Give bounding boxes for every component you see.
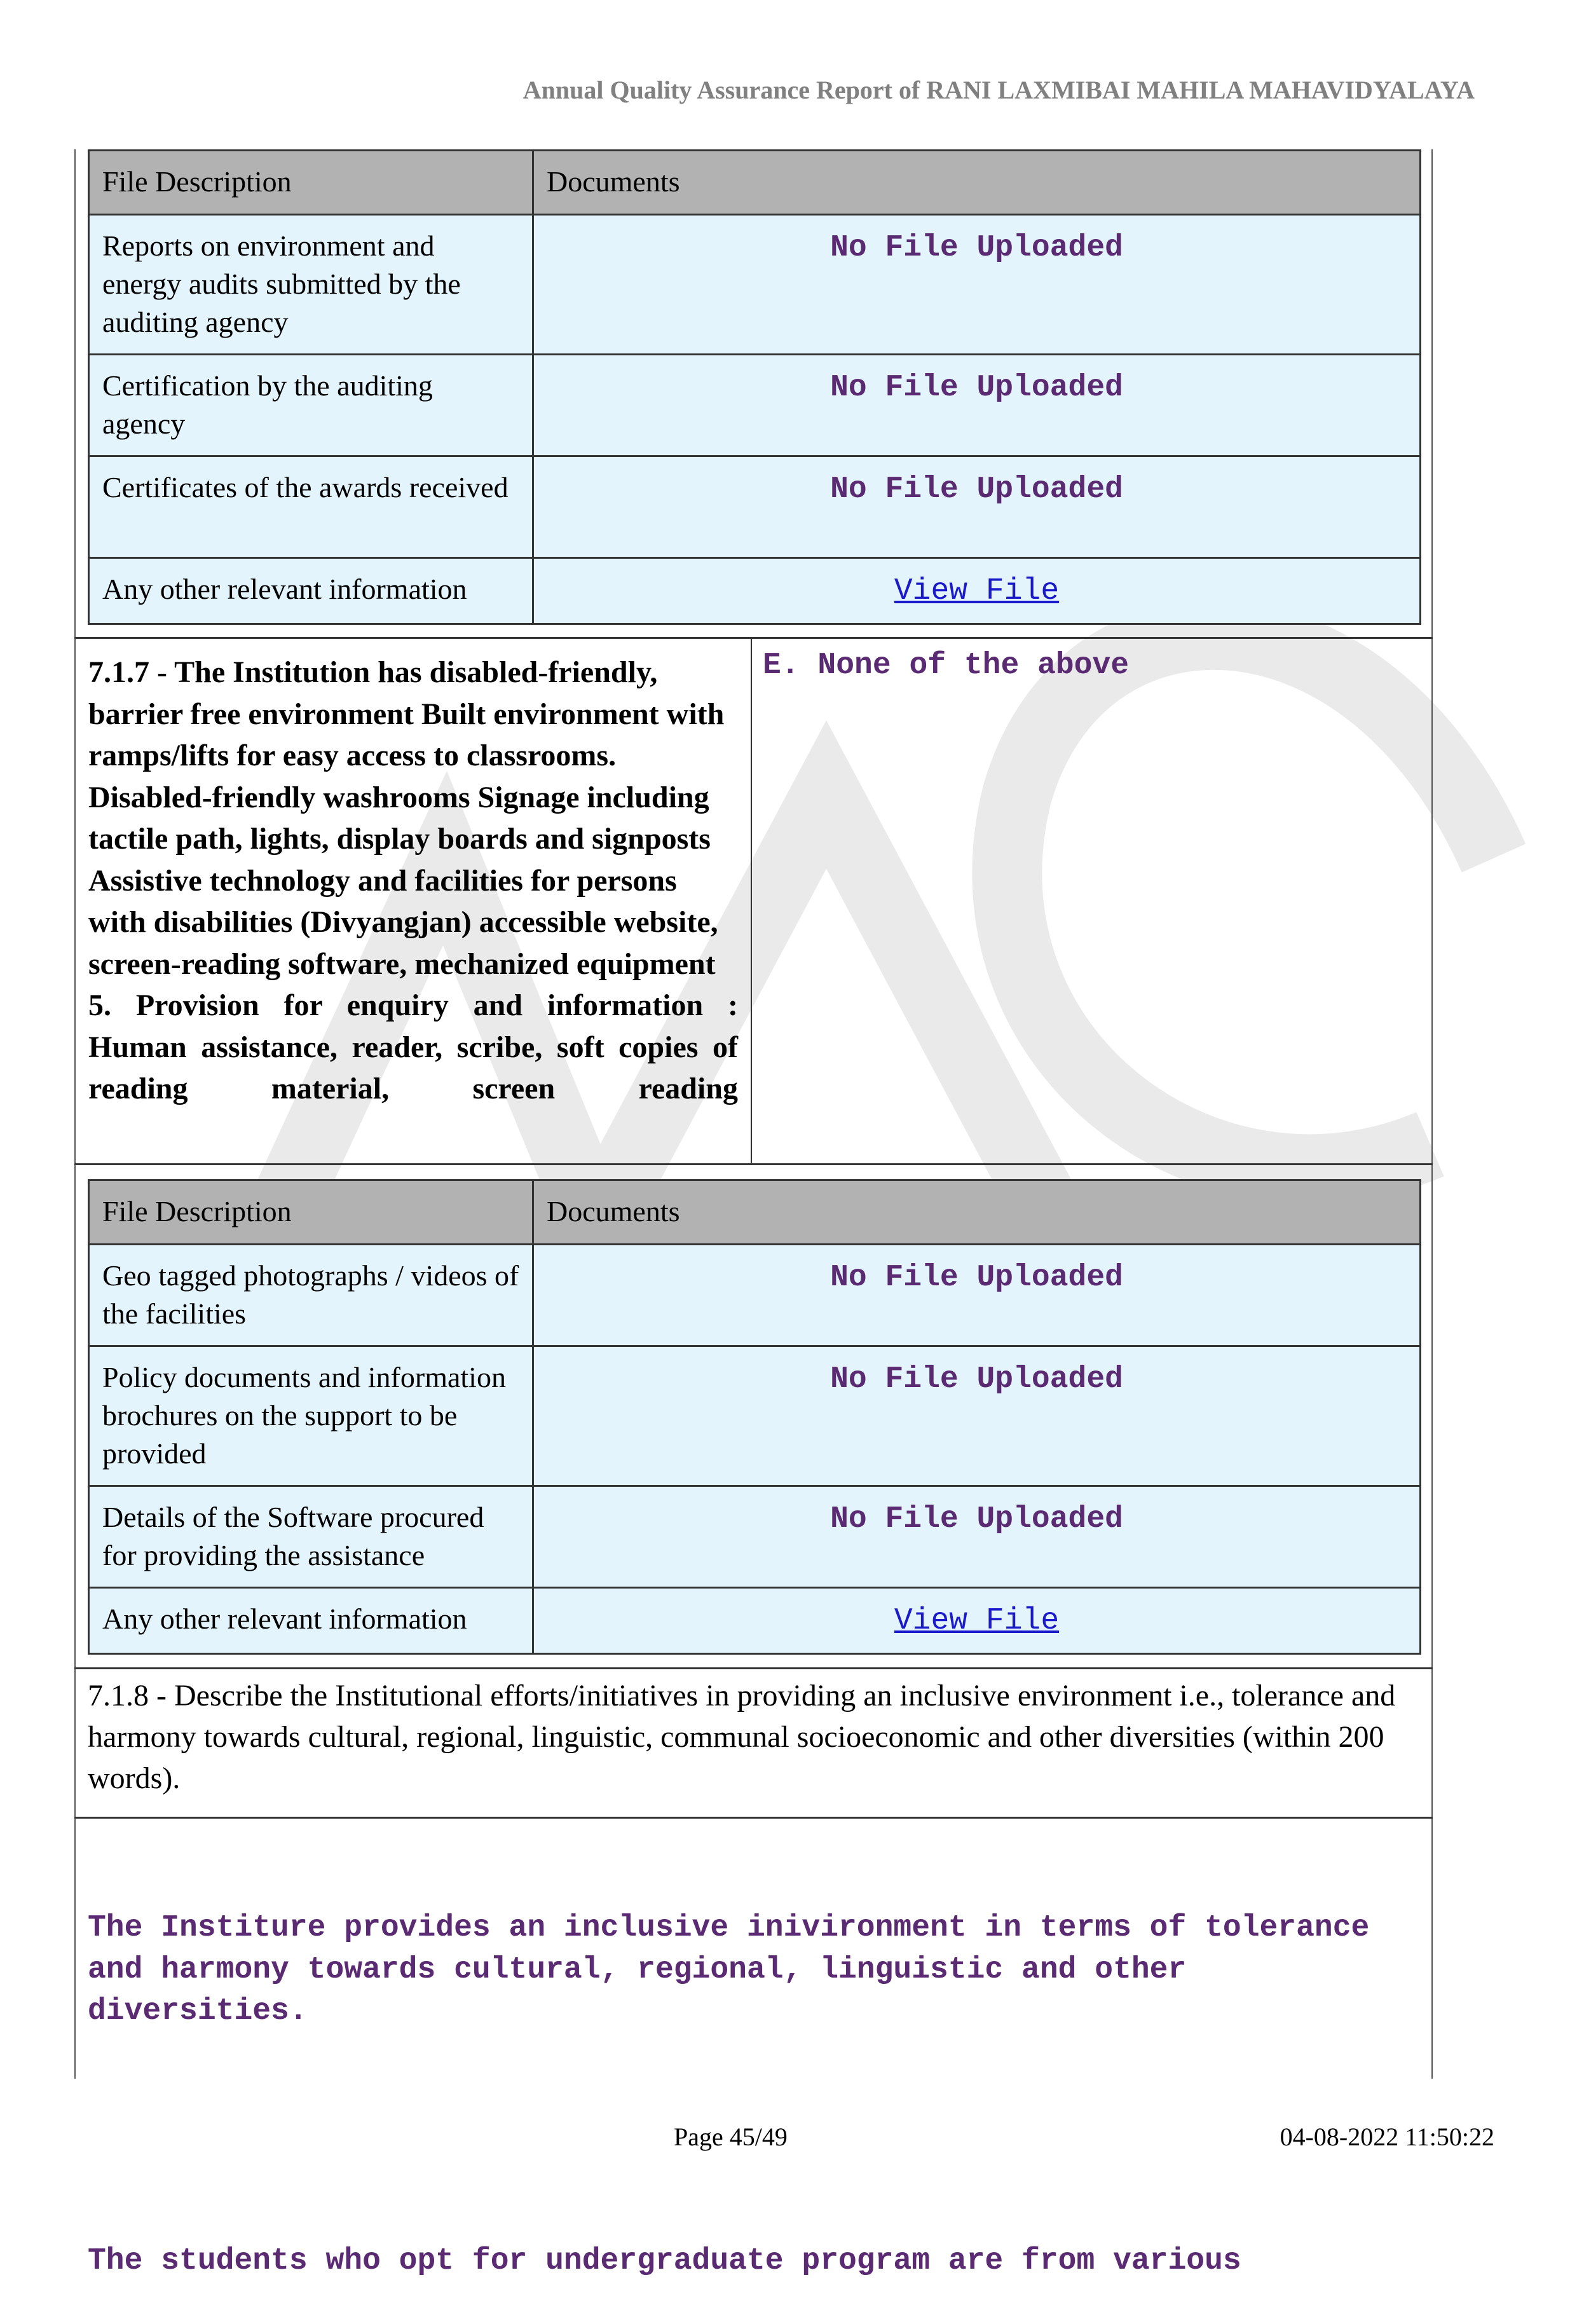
file-description: Any other relevant information xyxy=(89,1588,533,1654)
document-cell xyxy=(533,1245,1421,1346)
column-header-documents: Documents xyxy=(533,151,1421,215)
document-cell xyxy=(533,456,1421,558)
section-divider xyxy=(74,1667,1433,1669)
table-row xyxy=(89,1245,1421,1346)
table-row xyxy=(89,558,1421,624)
answer-7-1-7: E. None of the above xyxy=(763,648,1130,683)
no-file-uploaded-text: No File Uploaded xyxy=(830,472,1123,507)
table-row xyxy=(89,1588,1421,1654)
file-table-2 xyxy=(88,1179,1421,1655)
file-description: Policy documents and information brochures on the support to be provided xyxy=(89,1346,533,1486)
view-file-link[interactable]: View File xyxy=(894,1604,1060,1638)
question-7-1-7-text: 7.1.7 - The Institution has disabled-friendly, barrier free environment Built environment with ramps/lifts for easy access to classrooms. Disabled-friendly washrooms Signage including tactile path, lights, display boards and signposts Assistive technology and facilities for persons with disabilities (Divyangjan) accessible website, screen-reading software, mechanized equipment xyxy=(88,655,725,981)
frame-right-border xyxy=(1431,149,1433,2079)
table-header-row xyxy=(89,151,1421,215)
column-header-file-description: File Description xyxy=(89,151,533,215)
question-7-1-7 xyxy=(74,639,752,1163)
no-file-uploaded-text: No File Uploaded xyxy=(830,371,1123,405)
column-header-file-description: File Description xyxy=(89,1180,533,1245)
document-cell xyxy=(533,355,1421,456)
table-row xyxy=(89,1346,1421,1486)
view-file-link[interactable]: View File xyxy=(894,574,1060,608)
report-header xyxy=(445,75,1475,105)
answer-paragraph: The Institure provides an inclusive inivironment in terms of tolerance and harmony towards cultural, regional, linguistic and other diversities. xyxy=(88,1911,1388,2028)
file-description: Any other relevant information xyxy=(89,558,533,624)
no-file-uploaded-text: No File Uploaded xyxy=(830,1502,1123,1536)
table-row xyxy=(89,1486,1421,1588)
document-cell xyxy=(533,215,1421,355)
table-header-row xyxy=(89,1180,1421,1245)
file-table-1 xyxy=(88,149,1421,625)
document-cell xyxy=(533,558,1421,624)
table-row xyxy=(89,456,1421,558)
question-7-1-7-provision: 5. Provision for enquiry and information : Human assistance, reader, scribe, soft copies of reading material, screen reading xyxy=(88,988,738,1105)
header-title-prefix: Annual Quality Assurance Report of xyxy=(522,76,927,104)
no-file-uploaded-text: No File Uploaded xyxy=(830,231,1123,265)
file-description: Reports on environment and energy audits submitted by the auditing agency xyxy=(89,215,533,355)
column-header-documents: Documents xyxy=(533,1180,1421,1245)
document-cell xyxy=(533,1346,1421,1486)
no-file-uploaded-text: No File Uploaded xyxy=(830,1362,1123,1397)
document-cell xyxy=(533,1486,1421,1588)
page-number: Page 45/49 xyxy=(674,2122,788,2151)
document-cell xyxy=(533,1588,1421,1654)
file-description: Certificates of the awards received xyxy=(89,456,533,558)
generated-timestamp: 04-08-2022 11:50:22 xyxy=(1280,2122,1494,2151)
header-institution: RANI LAXMIBAI MAHILA MAHAVIDYALAYA xyxy=(926,76,1475,104)
section-divider xyxy=(74,1163,1433,1165)
table-row xyxy=(89,355,1421,456)
answer-7-1-8 xyxy=(88,1824,1423,2324)
answer-paragraph: The students who opt for undergraduate program are from various xyxy=(88,2243,1241,2278)
file-description: Geo tagged photographs / videos of the facilities xyxy=(89,1245,533,1346)
table-row xyxy=(89,215,1421,355)
question-7-1-8: 7.1.8 - Describe the Institutional efforts/initiatives in providing an inclusive environment i.e., tolerance and harmony towards cultural, regional, linguistic, communal socioeconomic and other diversities (within 200 words). xyxy=(88,1679,1396,1795)
file-description: Certification by the auditing agency xyxy=(89,355,533,456)
section-divider xyxy=(74,1817,1433,1819)
file-description: Details of the Software procured for providing the assistance xyxy=(89,1486,533,1588)
no-file-uploaded-text: No File Uploaded xyxy=(830,1261,1123,1295)
